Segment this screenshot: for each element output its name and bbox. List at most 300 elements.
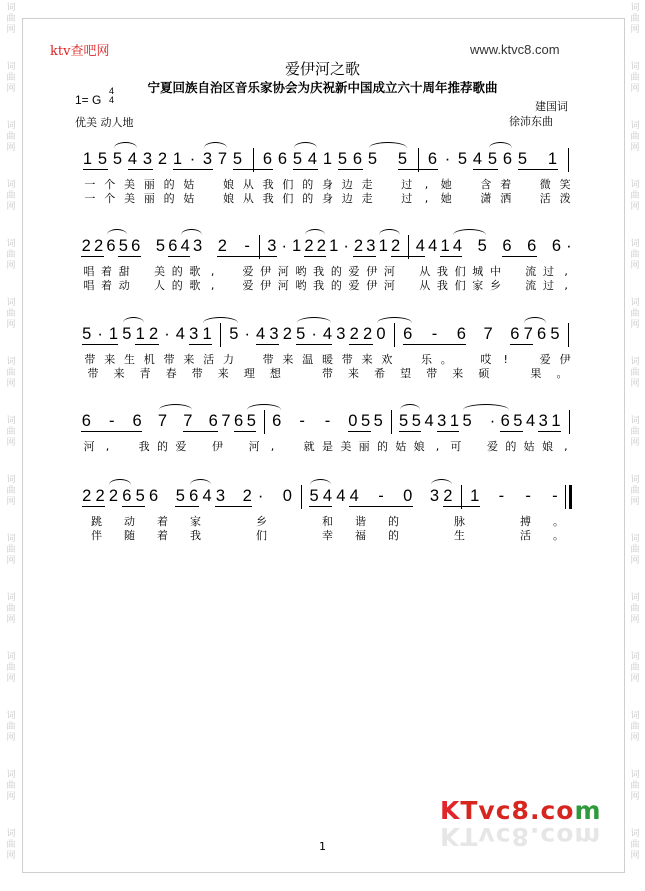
note: 1 <box>202 325 212 343</box>
lyric-char: 美 <box>340 440 352 453</box>
sustain-dash: - <box>498 487 505 505</box>
dot-mark: · <box>257 487 264 505</box>
lyric-char: 着 <box>101 279 113 292</box>
beam-underline <box>473 169 498 170</box>
lyric-char: 们 <box>454 265 466 278</box>
lyric-char: 过 <box>401 178 413 191</box>
note: 6 <box>536 325 547 343</box>
lyric-char: 哟 <box>295 265 307 278</box>
lyric-char: 福 <box>355 529 366 542</box>
note: 3 <box>269 325 279 343</box>
lyric-char: 们 <box>256 529 267 542</box>
watermark-group <box>3 770 19 803</box>
lyric-char: 河 <box>383 279 395 292</box>
watermark-char: 网 <box>6 851 16 861</box>
lyric-char: , <box>270 440 275 453</box>
lyric-char: 来 <box>282 353 294 366</box>
slur <box>379 229 399 235</box>
lyric-char: , <box>105 440 110 453</box>
watermark-char: 网 <box>6 615 16 625</box>
note: 1 <box>172 150 183 168</box>
dot-mark: · <box>164 325 170 343</box>
beam-underline <box>500 431 523 432</box>
watermark-char: 曲 <box>6 663 16 673</box>
note: 5 <box>309 487 319 505</box>
note: 5 <box>112 150 123 168</box>
lyric-char: 河 <box>248 440 260 453</box>
note: 0 <box>282 487 292 505</box>
lyric-char: 过 <box>542 279 554 292</box>
lyric-char: , <box>424 192 429 205</box>
site-logo[interactable]: ktv查吧网 <box>50 44 110 59</box>
watermark-group <box>627 652 643 685</box>
watermark-char: 网 <box>6 556 16 566</box>
note: 1 <box>551 412 561 430</box>
note: 1 <box>291 237 302 255</box>
lyric-char: 动 <box>124 515 135 528</box>
note: 2 <box>242 487 252 505</box>
lyric-char: 个 <box>104 192 116 205</box>
note: 4 <box>415 237 425 255</box>
lyric-char: 娘 <box>223 178 234 191</box>
note: 6 <box>272 412 282 430</box>
note: 7 <box>157 412 168 430</box>
lyric-char: 伴 <box>91 529 102 542</box>
lyric-char: 泼 <box>559 192 571 205</box>
watermark-char: 词 <box>630 534 640 544</box>
lyric-char: , <box>564 279 568 292</box>
watermark-char: 曲 <box>6 309 16 319</box>
note: 3 <box>215 487 226 505</box>
note: 0 <box>403 487 413 505</box>
lyric-char: 带 <box>163 353 175 366</box>
beam-underline <box>128 169 153 170</box>
note: 2 <box>443 487 453 505</box>
lyric-char: 伊 <box>260 265 272 278</box>
dot-mark: · <box>97 325 103 343</box>
lyric-char: 河 <box>383 265 395 278</box>
note: 1 <box>329 237 339 255</box>
note: 5 <box>487 150 498 168</box>
note: 2 <box>349 325 359 343</box>
lyric-char: 丽 <box>143 192 155 205</box>
watermark-group <box>627 534 643 567</box>
watermark-char: 网 <box>630 674 640 684</box>
lyric-char: 的 <box>302 192 314 205</box>
lyric-char: 人 <box>154 279 166 292</box>
lyric-char: 活 <box>520 529 531 542</box>
lyric-char: 希 <box>374 367 386 380</box>
watermark-char: 曲 <box>630 663 640 673</box>
note: 4 <box>175 325 185 343</box>
watermark-char: 网 <box>630 851 640 861</box>
beam-underline <box>349 506 413 507</box>
note: 3 <box>429 487 440 505</box>
lyric-char: 着 <box>157 515 168 528</box>
watermark-char: 网 <box>630 320 640 330</box>
bar-line <box>568 148 569 172</box>
beam-underline <box>168 256 190 257</box>
note: 5 <box>246 412 256 430</box>
notation-line <box>80 235 575 257</box>
note: 4 <box>424 412 434 430</box>
note: 6 <box>81 412 91 430</box>
watermark-group <box>627 357 643 390</box>
beam-underline <box>348 431 371 432</box>
lyric-char: 跳 <box>91 515 102 528</box>
note: 6 <box>502 237 512 255</box>
lyric-char: 我 <box>313 265 325 278</box>
beam-underline <box>349 344 372 345</box>
note: 6 <box>208 412 218 430</box>
note: 6 <box>551 237 562 255</box>
lyric-char: 脉 <box>454 515 465 528</box>
lyric-char: 爱 <box>487 440 498 453</box>
beam-underline <box>173 169 213 170</box>
watermark-group <box>3 534 19 567</box>
watermark-char: 网 <box>630 84 640 94</box>
watermark-char: 网 <box>6 320 16 330</box>
watermark-char: 曲 <box>630 722 640 732</box>
dot-mark: · <box>566 237 572 255</box>
lyric-char: 爱 <box>175 440 187 453</box>
beam-underline <box>443 506 480 507</box>
beam-underline <box>118 256 140 257</box>
notation-line <box>80 148 575 170</box>
dot-mark: · <box>489 412 496 430</box>
note: 7 <box>183 412 193 430</box>
watermark-char: 词 <box>630 475 640 485</box>
slur <box>400 404 421 410</box>
lyric-line-verse-1 <box>80 440 575 454</box>
sustain-dash: - <box>525 487 531 505</box>
slur <box>369 142 407 148</box>
lyric-char: 姑 <box>183 178 195 191</box>
note: 6 <box>131 237 141 255</box>
site-url[interactable]: www.ktvc8.com <box>470 42 560 57</box>
watermark-char: 词 <box>6 180 16 190</box>
watermark-group <box>3 180 19 213</box>
lyric-char: 的 <box>163 192 175 205</box>
lyric-char: 河 <box>277 279 289 292</box>
lyric-char: 歌 <box>189 265 201 278</box>
beam-underline <box>510 344 533 345</box>
watermark-group <box>627 475 643 508</box>
lyric-char: 她 <box>440 192 452 205</box>
lyric-char: 伊 <box>366 265 378 278</box>
lyric-char: ! <box>503 353 508 366</box>
watermark-char: 曲 <box>630 250 640 260</box>
note: 6 <box>122 487 132 505</box>
watermark-group <box>627 770 643 803</box>
watermark-char: 词 <box>630 62 640 72</box>
note: 1 <box>470 487 480 505</box>
lyric-char: 边 <box>341 178 353 191</box>
lyric-char: 们 <box>282 178 294 191</box>
watermark-char: 曲 <box>630 840 640 850</box>
lyric-char: 家 <box>190 515 201 528</box>
lyric-char: 从 <box>419 279 431 292</box>
lyric-char: 可 <box>450 440 462 453</box>
note: 6 <box>262 150 273 168</box>
lyric-char: 伊 <box>366 279 378 292</box>
note: 6 <box>168 237 178 255</box>
watermark-char: 网 <box>630 202 640 212</box>
watermark-group <box>627 180 643 213</box>
note: 2 <box>95 487 105 505</box>
watermark-char: 网 <box>6 733 16 743</box>
watermark-char: 曲 <box>630 427 640 437</box>
watermark-char: 网 <box>630 261 640 271</box>
lyric-char: 着 <box>101 265 113 278</box>
lyric-char: 爱 <box>348 265 360 278</box>
dot-mark: · <box>444 150 451 168</box>
beam-underline <box>518 169 558 170</box>
watermark-char: 曲 <box>630 14 640 24</box>
lyric-char: 我 <box>190 529 201 542</box>
bar-line <box>568 323 569 347</box>
watermark-char: 词 <box>6 711 16 721</box>
lyric-char: , <box>435 440 440 453</box>
watermark-char: 网 <box>6 379 16 389</box>
lyric-char: 边 <box>341 192 353 205</box>
lyric-char: 硕 <box>478 367 490 380</box>
watermark-group <box>3 298 19 331</box>
lyric-char: 和 <box>322 515 333 528</box>
note: 3 <box>142 150 153 168</box>
note: 2 <box>353 237 364 255</box>
watermark-group <box>3 711 19 744</box>
beam-underline <box>183 431 218 432</box>
note: 2 <box>148 325 159 343</box>
slur <box>247 404 280 410</box>
final-bar-thin <box>565 485 566 509</box>
beam-underline <box>122 506 145 507</box>
lyric-char: 幸 <box>322 529 333 542</box>
brand-logo-k: K <box>440 796 461 825</box>
watermark-group <box>3 3 19 36</box>
watermark-group <box>627 298 643 331</box>
lyric-char: 我 <box>262 192 274 205</box>
watermark-char: 网 <box>6 143 16 153</box>
note: 5 <box>122 325 132 343</box>
lyric-line-verse-1 <box>80 265 575 279</box>
dot-mark: · <box>244 325 250 343</box>
watermark-char: 曲 <box>6 427 16 437</box>
note: 2 <box>217 237 227 255</box>
slur <box>114 142 137 148</box>
watermark-char: 词 <box>630 298 640 308</box>
watermark-char: 网 <box>630 379 640 389</box>
note: 4 <box>127 150 138 168</box>
watermark-char: 曲 <box>6 250 16 260</box>
watermark-char: 网 <box>6 792 16 802</box>
note: 4 <box>472 150 483 168</box>
note: 6 <box>403 325 413 343</box>
sustain-dash: - <box>431 325 438 343</box>
beam-underline <box>391 256 426 257</box>
note: 5 <box>155 237 166 255</box>
lyric-char: 的 <box>302 178 314 191</box>
watermark-char: 网 <box>6 261 16 271</box>
lyric-line-verse-1 <box>80 515 575 529</box>
watermark-char: 词 <box>630 416 640 426</box>
slur <box>203 317 238 323</box>
lyric-char: 走 <box>361 192 373 205</box>
note: 0 <box>376 325 386 343</box>
lyric-char: 过 <box>542 265 554 278</box>
sustain-dash: - <box>552 487 558 505</box>
lyric-char: 的 <box>157 440 168 453</box>
note: 5 <box>82 325 92 343</box>
watermark-group <box>3 239 19 272</box>
watermark-char: 曲 <box>6 73 16 83</box>
beam-underline <box>398 169 438 170</box>
watermark-char: 词 <box>6 593 16 603</box>
note: 4 <box>349 487 359 505</box>
lyric-char: 带 <box>262 353 274 366</box>
lyric-char: 理 <box>243 367 255 380</box>
slur <box>524 317 545 323</box>
lyric-char: 中 <box>489 265 501 278</box>
lyric-char: 我 <box>313 279 325 292</box>
lyric-char: 丽 <box>143 178 155 191</box>
lyric-char: 美 <box>124 178 135 191</box>
lyric-char: 从 <box>419 265 431 278</box>
note: 1 <box>82 150 93 168</box>
watermark-char: 曲 <box>6 486 16 496</box>
note: 1 <box>108 325 119 343</box>
note: 6 <box>234 412 244 430</box>
slur <box>109 479 130 485</box>
slur <box>431 479 452 485</box>
dot-mark: · <box>311 325 317 343</box>
beam-underline <box>502 256 537 257</box>
watermark-char: 曲 <box>630 191 640 201</box>
lyric-char: 她 <box>440 178 452 191</box>
lyric-char: 的 <box>171 265 183 278</box>
lyric-char: 河 <box>277 265 289 278</box>
lyric-char: , <box>424 178 429 191</box>
lyric-char: 们 <box>282 192 294 205</box>
note: 6 <box>527 237 537 255</box>
note: 4 <box>452 237 463 255</box>
beam-underline <box>189 344 212 345</box>
note: 2 <box>304 237 314 255</box>
lyric-char: , <box>564 440 568 453</box>
note: 2 <box>282 325 292 343</box>
watermark-char: 词 <box>6 239 16 249</box>
dot-mark: · <box>281 237 287 255</box>
dot-mark: · <box>189 150 196 168</box>
lyric-char: 青 <box>139 367 151 380</box>
slur <box>181 229 201 235</box>
notation-line <box>80 323 575 345</box>
beam-underline <box>440 256 462 257</box>
watermark-group <box>3 121 19 154</box>
lyric-char: 带 <box>426 367 438 380</box>
watermark-char: 网 <box>630 25 640 35</box>
note: 4 <box>180 237 190 255</box>
lyric-char: 爱 <box>242 265 254 278</box>
lyric-char: 伊 <box>260 279 272 292</box>
lyric-char: 的 <box>505 440 517 453</box>
beam-underline <box>234 431 257 432</box>
note: 3 <box>538 412 548 430</box>
note: 5 <box>118 237 128 255</box>
note: 5 <box>175 487 185 505</box>
watermark-char: 曲 <box>630 604 640 614</box>
lyric-char: 来 <box>217 367 229 380</box>
sustain-dash: - <box>244 237 250 255</box>
lyric-char: 力 <box>223 353 234 366</box>
note: 7 <box>483 325 493 343</box>
lyric-char: 的 <box>163 178 175 191</box>
lyric-char: 含 <box>480 178 492 191</box>
note: 5 <box>232 150 243 168</box>
lyric-char: 娘 <box>223 192 234 205</box>
beam-underline <box>309 506 332 507</box>
beam-underline <box>293 169 318 170</box>
time-signature-bottom: 4 <box>109 95 115 105</box>
watermark-char: 词 <box>6 475 16 485</box>
lyric-char: 娘 <box>542 440 553 453</box>
slur <box>377 317 412 323</box>
beam-underline <box>296 344 333 345</box>
note: 5 <box>477 237 487 255</box>
note: 5 <box>457 150 468 168</box>
watermark-char: 曲 <box>630 309 640 319</box>
watermark-char: 曲 <box>6 545 16 555</box>
bar-line <box>394 323 395 347</box>
lyric-char: 唱 <box>83 265 95 278</box>
note: 5 <box>550 325 560 343</box>
lyric-char: 身 <box>322 192 333 205</box>
lyric-char: 娘 <box>413 440 425 453</box>
note: 2 <box>316 237 326 255</box>
note: 4 <box>307 150 318 168</box>
lyric-char: 唱 <box>83 279 95 292</box>
note: 3 <box>267 237 277 255</box>
lyric-char: 的 <box>377 440 388 453</box>
lyric-char: 的 <box>171 279 183 292</box>
note: 1 <box>449 412 460 430</box>
beam-underline <box>81 256 103 257</box>
watermark-char: 词 <box>6 652 16 662</box>
watermark-char: 曲 <box>6 604 16 614</box>
lyric-char: 们 <box>454 279 466 292</box>
watermark-group <box>3 593 19 626</box>
brand-logo[interactable] <box>440 796 602 825</box>
note: 1 <box>440 237 450 255</box>
lyric-char: 带 <box>341 353 353 366</box>
lyric-char: 机 <box>143 353 155 366</box>
note: 3 <box>192 237 203 255</box>
sustain-dash: - <box>299 412 305 430</box>
lyric-char: 来 <box>183 353 195 366</box>
watermark-char: 曲 <box>630 368 640 378</box>
watermark-char: 曲 <box>6 368 16 378</box>
lyric-char: 春 <box>165 367 177 380</box>
lyric-char: 的 <box>388 515 399 528</box>
watermark-group <box>3 416 19 449</box>
lyric-char: 美 <box>154 265 166 278</box>
note: 6 <box>456 325 466 343</box>
beam-underline <box>538 431 561 432</box>
lyric-char: , <box>210 279 215 292</box>
watermark-char: 词 <box>630 3 640 13</box>
note: 1 <box>322 150 333 168</box>
